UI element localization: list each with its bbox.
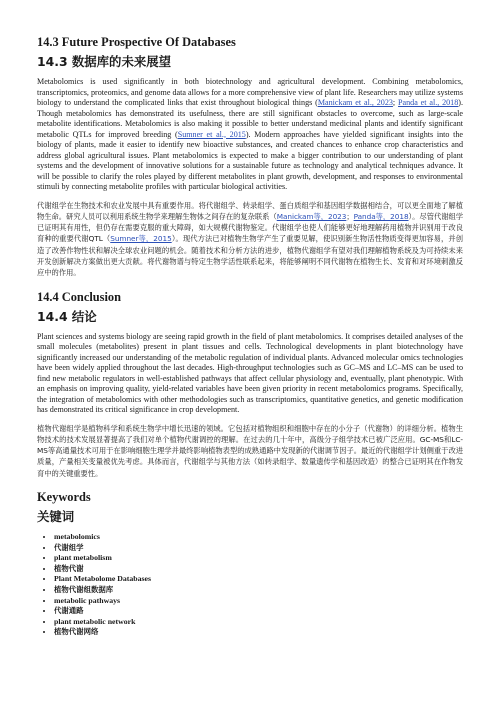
keywords-heading-zh: 关键词: [37, 509, 75, 525]
paragraph-text: ）。现代方法已对植物生物学产生了重要见解，使识别新生物活性物质变得更加容易，并创造了改善作物性状和解决全球农业问题的机会。随着技术和分析方法的进步，植物代谢组学有望对我们理解植物系统及为可持续未来开发创新解决方案做出更大贡献。将代谢物谱与特定生物学活性联系起来，将能够阐明不同代谢物在植物生长、发育和对环境刺激反应中的作用。: [37, 234, 464, 278]
citation-link[interactable]: Sumner et al., 2015: [177, 129, 246, 139]
section-heading-future-prospective-en: 14.3 Future Prospective Of Databases: [37, 35, 236, 49]
conclusion-paragraph-en: Plant sciences and systems biology are seeing rapid growth in the field of plant metabolomics. It comprises detailed analyses of the small molecules (metabolites) present in plant tissues and cells. Technological developments in plant biotechnology have significantly increased our understanding of the metabolic regulation of individual plants. Advanced molecular omics technologies have been widely applied throughout the last decades. High-throughput technologies such as GC–MS and LC–MS can be used to find new metabolic regulators in well-established pathways that affect cellular physiology and, eventually, plant phenotypic. With an emphasis on improving quality, yield-related variables have been given priority in recent metabolomics programs. Specifically, the integration of metabolomics with other methodologies such as transcriptomics, quantitative genetics, and genetic modification has demonstrated its critical significance in crop development.: [37, 331, 463, 415]
keyword-item: • Plant Metabolome Databases: [54, 574, 463, 585]
section-heading-conclusion-zh: 14.4 结论: [37, 308, 97, 324]
citation-link[interactable]: Sumner等，2015: [110, 234, 172, 244]
keyword-item: • 植物代谢网络: [54, 627, 463, 638]
future-prospective-paragraph-zh: [37, 200, 463, 279]
keyword-item: • 植物代谢: [54, 564, 463, 575]
citation-link[interactable]: Manickam等，2023: [276, 211, 347, 221]
keywords-heading-en: Keywords: [37, 490, 91, 505]
keyword-item: • plant metabolic network: [54, 617, 463, 628]
citation-link[interactable]: Panda等，2018: [353, 211, 409, 221]
keyword-item: • 植物代谢组数据库: [54, 585, 463, 596]
conclusion-paragraph-zh: 植物代谢组学是植物科学和系统生物学中增长迅速的领域。它包括对植物组织和细胞中存在的小分子（代谢物）的详细分析。植物生物技术的技术发展显著提高了我们对单个植物代谢调控的理解。在过去的几十年中，高级分子组学技术已被广泛应用。GC-MS和LC-MS等高通量技术可用于在影响细胞生理学并最终影响植物表型的成熟通路中发现新的代谢调节因子。最近的代谢组学计划侧重于改进质量，产量相关变量被优先考虑。具体而言，代谢组学与其他方法（如转录组学、数量遗传学和基因改造）的整合已证明其在作物发育中的关键重要性。: [37, 423, 463, 478]
keyword-item: • 代谢组学: [54, 543, 463, 554]
paragraph-text: 代谢组学在生物技术和农业发展中具有重要作用。将代谢组学、转录组学、蛋白质组学和基因组学数据相结合，可以更全面地了解植物生命。研究人员可以利用系统生物学来理解生物体之间存在的复杂联系（: [37, 200, 463, 221]
citation-separator: ;: [392, 98, 399, 107]
document-page: [37, 34, 463, 638]
section-heading-conclusion-en: 14.4 Conclusion: [37, 289, 121, 304]
citation-link[interactable]: Panda et al., 2018: [398, 98, 459, 107]
section-heading-future-prospective-zh: 14.3 数据库的未来展望: [37, 54, 172, 69]
paragraph-text: Metabolomics is used significantly in both biotechnology and agricultural development. Combining metabolomics, transcriptomics, proteomics, and genome data allows for a more comprehensive view of plant life. Researchers may utilize systems biology to understand the complicated links that exist throughout biological things (: [37, 77, 463, 107]
citation-link[interactable]: Manickam et al., 2023: [317, 98, 393, 107]
citation-separator: ；: [346, 211, 354, 221]
future-prospective-paragraph-en: [37, 77, 463, 193]
paragraph-text: ）。尽管代谢组学已证明其有用性，但仍存在需要克服的重大障碍，如大规模代谢物鉴定。代谢组学也使人们能够更好地理解药用植物并识别用于改良育种的重要代谢QTL（: [37, 211, 463, 244]
keyword-item: • metabolic pathways: [54, 596, 463, 607]
keyword-item: • metabolomics: [54, 532, 463, 543]
keyword-item: • 代谢通路: [54, 606, 463, 617]
paragraph-text: ). Though metabolomics has demonstrated its usefulness, there are still significant obstacles to overcome, such as large-scale metabolite identifications. Metabolomics is also making it possible to better understand medicinal plants and identify significant metabolic QTLs for improved breeding (: [37, 98, 463, 139]
keyword-list: [37, 532, 463, 638]
keyword-item: • plant metabolism: [54, 553, 463, 564]
paragraph-text: ). Modern approaches have yielded significant insights into the biology of plants, made it easier to identify new bioactive substances, and created chances to enhance crop characteristics and address global agricultural issues. Plant metabolomics is expected to make a bigger contribution to our understanding of plant systems and the development of innovative solutions for a sustainable future as technology and analytical techniques advance. It will be possible to clarify the roles played by different metabolites in plant growth, development, and responses to environmental stimuli by connecting metabolite profiles with particular biological activities.: [37, 129, 463, 191]
